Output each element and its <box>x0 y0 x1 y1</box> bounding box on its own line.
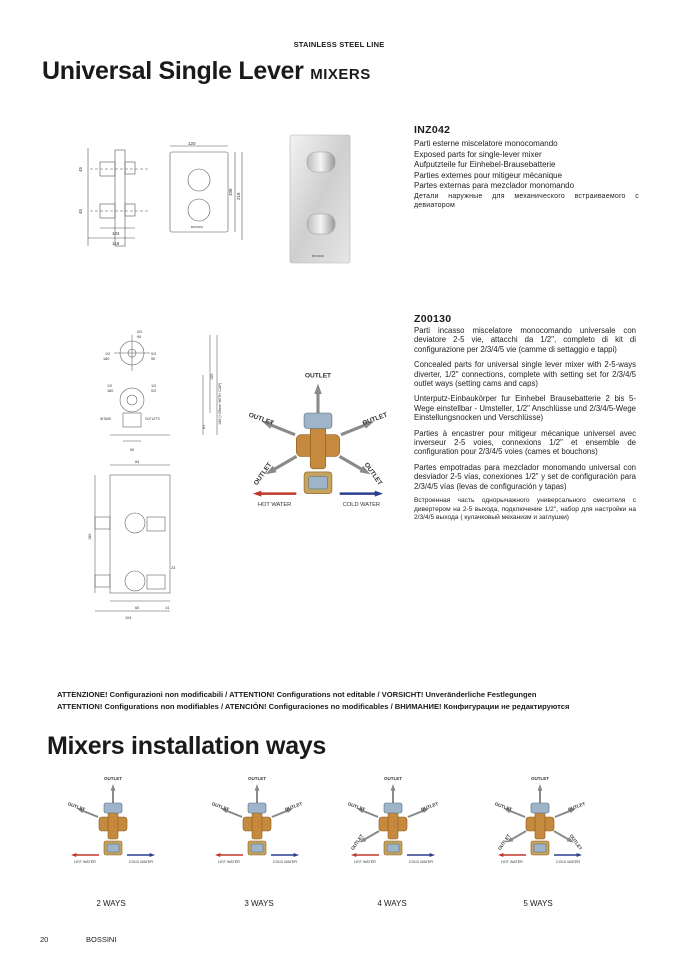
dim-label: 60 <box>130 448 135 452</box>
valve-stem <box>108 809 118 839</box>
outlet-arrow-shaft <box>272 456 296 470</box>
outlet-label: OUTLET <box>361 411 388 428</box>
hot-water-label: HOT WATER <box>354 860 376 864</box>
cartridge-cap <box>387 844 399 852</box>
warning-line: ATTENTION! Configurations non modifiables / ATENCIÓN! Configuraciones no modificables / ВНИМАНИЕ! Конфигурации не редактируются <box>57 701 570 711</box>
outlet-arrow-shaft <box>364 831 380 840</box>
diverter-cap <box>304 413 332 429</box>
outlet-label: OUTLET <box>248 776 266 781</box>
brand-mark-text: BOSSINI <box>312 254 325 258</box>
outlet-arrow-shaft <box>339 456 363 470</box>
page-title-suffix: MIXERS <box>310 66 371 83</box>
description-line: Partes externas para mezclador monomando <box>414 181 575 191</box>
dim-label: 180 <box>88 533 92 540</box>
arrow-head-icon <box>294 853 299 857</box>
valve-stem <box>535 809 545 839</box>
arrow-head-icon <box>351 853 356 857</box>
dim-label: 14 <box>165 606 170 610</box>
way-diagram-4 <box>348 773 438 883</box>
description-paragraph: Parties à encastrer pour mitigeur mécanique universel avec inverseur 2-5 voies, connexions 1/2" et ensemble de configuration pour 2/3/4/5 voies (cames et bouchons) <box>414 428 636 457</box>
dim-label: 0/2 <box>137 330 143 334</box>
outlet-label: OUTLET <box>531 776 549 781</box>
outlet-label: OUTLET <box>104 776 122 781</box>
dim-label: 23 <box>171 566 176 570</box>
valve-stem <box>252 809 262 839</box>
outlet-label: OUTLET <box>496 833 512 851</box>
description-line: Детали наружные для механического встраиваемого с девиатором <box>414 192 639 209</box>
z00130-technical-drawing <box>85 325 245 625</box>
outlet-label: OUTLET <box>568 833 584 851</box>
outlet-label: OUTLET <box>384 776 402 781</box>
z00130-valve-diagram <box>248 372 388 537</box>
way-diagram-2 <box>68 773 158 883</box>
arrow-head-icon <box>255 784 260 791</box>
description-paragraph: Встроенная часть однорычажного универсального смесителя с дивертером на 2-5 выхода, подключение 1/2", набор для настройки на 2/3/4/5 выхода ( кулачковый механизм и заглушки) <box>414 497 636 522</box>
valve-group <box>212 776 302 864</box>
arrow-head-icon <box>577 853 582 857</box>
dim-label: 108 <box>228 188 233 196</box>
section-eyebrow: STAINLESS STEEL LINE <box>293 40 385 49</box>
arrow-head-icon <box>538 784 543 791</box>
arrow-head-icon <box>150 853 155 857</box>
diverter-cap <box>531 803 549 813</box>
ways-label-2: 2 WAYS <box>96 899 126 908</box>
page-number: 20 <box>40 935 49 944</box>
description-line: Parties externes pour mitigeur mécanique <box>414 170 563 180</box>
dim-label: 180 <box>107 389 114 393</box>
hot-water-label: HOT WATER <box>257 502 292 508</box>
cartridge-cap <box>309 477 328 489</box>
outlet-label: OUTLET <box>567 801 585 813</box>
outlet-arrow-shaft <box>554 831 570 840</box>
cold-water-label: COLD WATER <box>272 860 298 864</box>
cartridge-cap <box>534 844 546 852</box>
description-line: Parti esterne miscelatore monocomando <box>414 139 558 148</box>
outlet-arrow-shaft <box>511 831 527 840</box>
outlet-label: OUTLET <box>305 372 331 380</box>
ways-label-5: 5 WAYS <box>523 899 553 908</box>
dim-label: 84 <box>135 460 140 464</box>
dim-label: 90 <box>137 335 142 339</box>
page-title-main: Universal Single Lever <box>42 57 304 85</box>
ways-label-4: 4 WAYS <box>377 899 407 908</box>
hot-water-label: HOT WATER <box>501 860 523 864</box>
dim-label: 104 <box>112 231 120 236</box>
arrow-head-icon <box>375 491 383 497</box>
dim-label: 180 <box>103 357 110 361</box>
dim-label: 104 <box>125 616 132 620</box>
cartridge-cap <box>107 844 119 852</box>
dim-label: 118 <box>112 241 120 246</box>
brand-mark-text: BOSSINI <box>191 225 204 229</box>
inz042-description <box>414 139 639 210</box>
inz042-technical-drawing <box>60 140 250 260</box>
hot-water-label: HOT WATER <box>218 860 240 864</box>
cartridge-cap <box>251 844 263 852</box>
cold-water-label: COLD WATER <box>128 860 154 864</box>
diverter-cap <box>384 803 402 813</box>
dim-label: 166 (+25mm WITH CAP) <box>218 382 222 425</box>
dim-label: 45 <box>78 208 83 214</box>
outlet-label: OUTLET <box>248 411 275 428</box>
cold-water-label: COLD WATER <box>342 502 381 508</box>
inz042-product-image <box>285 132 355 267</box>
dim-label: 1/2 <box>151 384 157 388</box>
arrow-head-icon <box>215 853 220 857</box>
dim-label: 61 <box>202 424 206 429</box>
way-diagram-5 <box>495 773 585 883</box>
outlet-label: OUTLET <box>252 461 274 487</box>
diverter-cap <box>248 803 266 813</box>
valve-svg <box>212 773 302 883</box>
description-paragraph: Unterputz-Einbaukörper fur Einhebel Brausebatterie 2 bis 5-Wege einstellbar - Umsteller, 1/2" Anschlüsse und 2/3/4/5-Wege Einstellungsnocken und Verschlüsse) <box>414 394 636 423</box>
valve-group <box>495 776 585 864</box>
arrow-head-icon <box>253 491 261 497</box>
hot-water-label: HOT WATER <box>74 860 96 864</box>
cold-water-label: COLD WATER <box>408 860 434 864</box>
dim-label: 0/2 <box>151 389 157 393</box>
dim-label: 45 <box>78 166 83 172</box>
valve-stem <box>388 809 398 839</box>
z00130-description <box>414 326 636 529</box>
arrow-head-icon <box>498 853 503 857</box>
valve-svg <box>348 773 438 883</box>
arrow-head-icon <box>314 384 322 394</box>
dim-label: 90 <box>151 357 156 361</box>
valve-svg <box>495 773 585 883</box>
diverter-cap <box>104 803 122 813</box>
outlet-label: OUTLET <box>349 833 365 851</box>
description-line: Exposed parts for single-lever mixer <box>414 149 542 159</box>
outlet-arrow-shaft <box>269 424 295 434</box>
configuration-warning <box>57 689 569 712</box>
port-label: OUTLETS <box>145 417 160 421</box>
arrow-head-icon <box>111 784 116 791</box>
valve-svg <box>248 372 388 537</box>
outlet-label: OUTLET <box>284 801 302 813</box>
description-line: Aufputzteile fur Einhebel-Brausebatterie <box>414 160 556 170</box>
outlet-label: OUTLET <box>420 801 438 813</box>
dim-label: 0/2 <box>151 352 157 356</box>
dim-label: 60 <box>135 606 140 610</box>
ways-label-3: 3 WAYS <box>244 899 274 908</box>
way-diagram-3 <box>212 773 302 883</box>
port-label: INTAKE <box>100 417 112 421</box>
outlet-label: OUTLET <box>495 801 513 813</box>
outlet-label: OUTLET <box>68 801 86 813</box>
dim-label: 105 <box>210 373 214 380</box>
arrow-head-icon <box>391 784 396 791</box>
outlet-label: OUTLET <box>212 801 230 813</box>
dim-label: 218 <box>236 192 241 200</box>
description-paragraph: Partes empotradas para mezclador monomando universal con desviador 2-5 vías, conexiones 1/2" y set de configuración para 2/3/4/5 vías (levas de configuración y tapas) <box>414 462 636 491</box>
valve-svg <box>68 773 158 883</box>
arrow-head-icon <box>71 853 76 857</box>
product-code-z00130: Z00130 <box>414 313 452 325</box>
arrow-head-icon <box>430 853 435 857</box>
valve-group <box>68 776 155 864</box>
footer-brand: BOSSINI <box>86 935 117 944</box>
outlet-label: OUTLET <box>362 461 384 487</box>
outlet-label: OUTLET <box>348 801 366 813</box>
product-code-inz042: INZ042 <box>414 124 451 136</box>
dim-label: 1/2 <box>105 352 111 356</box>
cold-water-label: COLD WATER <box>555 860 581 864</box>
dim-label: 1/2 <box>107 384 113 388</box>
description-paragraph: Concealed parts for universal single lever mixer with 2-5-ways diverter, 1/2" connections, complete with setting set for 2/3/4/5 outlet ways (setting cams and caps) <box>414 360 636 389</box>
warning-line: ATTENZIONE! Configurazioni non modificabili / ATTENTION! Configurations not editable / VORSICHT! Unveränderliche Festlegungen <box>57 690 537 699</box>
valve-stem <box>310 422 326 469</box>
description-paragraph: Parti incasso miscelatore monocomando universale con deviatore 2-5 vie, attacchi da 1/2", completo di kit di configurazione per 2/3/4/5 vie (camme di settaggio e tappi) <box>414 326 636 354</box>
valve-group <box>348 776 438 864</box>
dim-label: 120 <box>188 141 196 146</box>
page-title <box>42 57 371 86</box>
installation-title: Mixers installation ways <box>47 732 327 760</box>
valve-group <box>248 372 388 508</box>
